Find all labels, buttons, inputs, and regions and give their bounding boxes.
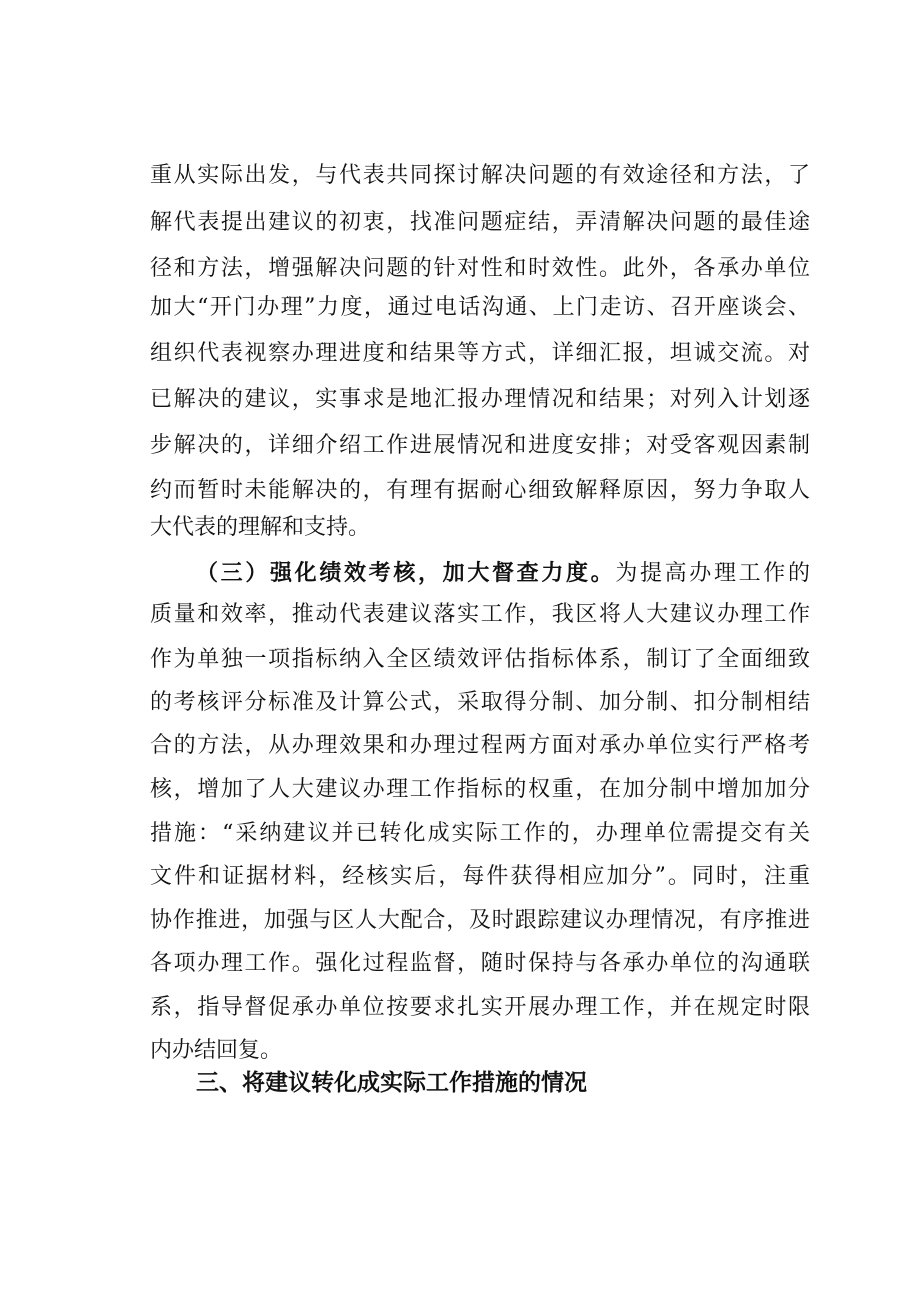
paragraph-line: 核，增加了人大建议办理工作指标的权重，在加分制中增加加分: [150, 777, 810, 802]
paragraph-line: 径和方法，增强解决问题的针对性和时效性。此外，各承办单位: [150, 256, 810, 281]
paragraph-line: 组织代表视察办理进度和结果等方式，详细汇报，坦诚交流。对: [150, 341, 810, 366]
paragraph-line: 已解决的建议，实事求是地汇报办理情况和结果；对列入计划逐: [150, 387, 810, 412]
paragraph-line: 内办结回复。: [150, 1038, 283, 1063]
subsection-title: （三）强化绩效考核，加大督查力度。: [196, 560, 616, 586]
section-heading: 三、将建议转化成实际工作措施的情况: [196, 1070, 587, 1096]
paragraph-line: 步解决的，详细介绍工作进展情况和进度安排；对受客观因素制: [150, 433, 810, 458]
paragraph-text: 为提高办理工作的: [615, 561, 810, 586]
paragraph-line: 质量和效率，推动代表建议落实工作，我区将人大建议办理工作: [150, 602, 810, 627]
paragraph-first-line: [196, 553, 810, 593]
paragraph-line: 协作推进，加强与区人大配合，及时跟踪建议办理情况，有序推进: [150, 908, 810, 933]
paragraph-line: 系，指导督促承办单位按要求扎实开展办理工作，并在规定时限: [150, 995, 810, 1020]
paragraph-line: 作为单独一项指标纳入全区绩效评估指标体系，制订了全面细致: [150, 647, 810, 672]
paragraph-line: 大代表的理解和支持。: [150, 515, 371, 540]
paragraph-line: 约而暂时未能解决的，有理有据耐心细致解释原因，努力争取人: [150, 478, 810, 503]
paragraph-line: 文件和证据材料，经核实后，每件获得相应加分”。同时，注重: [150, 864, 810, 889]
paragraph-line: 各项办理工作。强化过程监督，随时保持与各承办单位的沟通联: [150, 951, 810, 976]
paragraph-line: 合的方法，从办理效果和办理过程两方面对承办单位实行严格考: [150, 733, 810, 758]
paragraph-line: 重从实际出发，与代表共同探讨解决问题的有效途径和方法，了: [150, 163, 810, 188]
paragraph-line: 的考核评分标准及计算公式，采取得分制、加分制、扣分制相结: [150, 690, 810, 715]
paragraph-line: 措施：“采纳建议并已转化成实际工作的，办理单位需提交有关: [150, 821, 810, 846]
paragraph-line: 解代表提出建议的初衷，找准问题症结，弄清解决问题的最佳途: [150, 210, 810, 235]
paragraph-line: 加大“开门办理”力度，通过电话沟通、上门走访、召开座谈会、: [150, 295, 810, 320]
